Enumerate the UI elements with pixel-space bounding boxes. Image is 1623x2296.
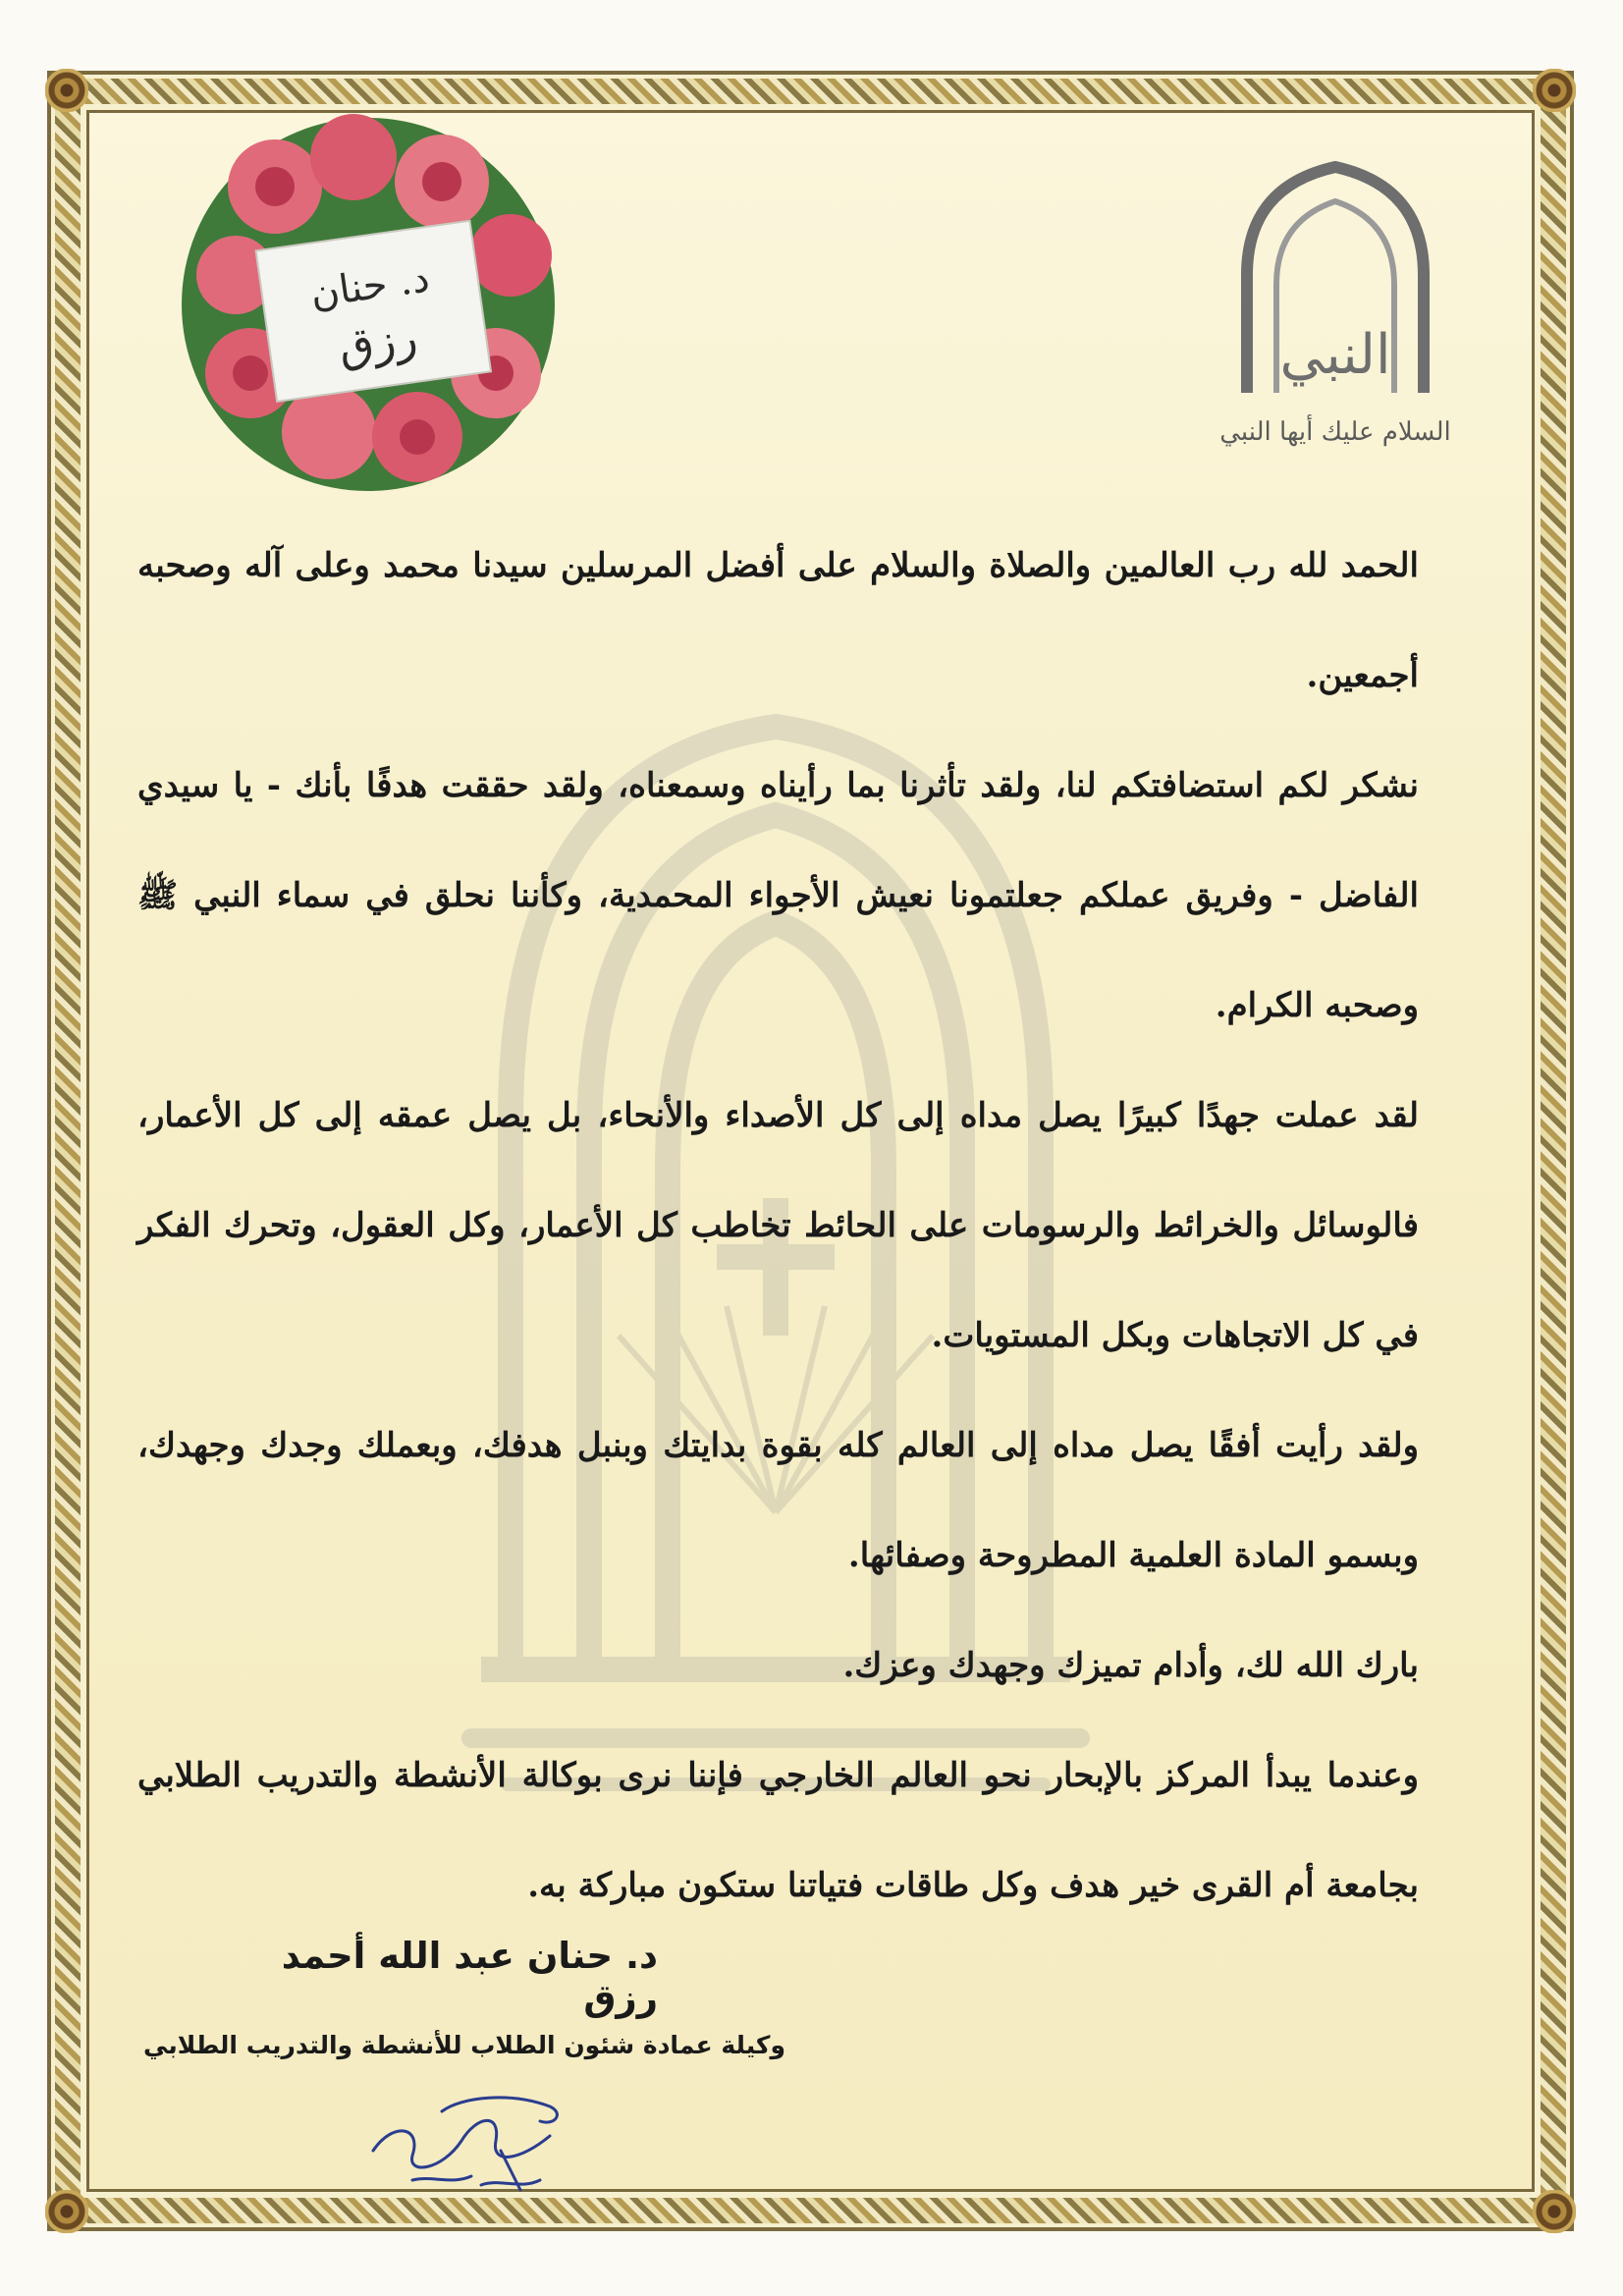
letter-body bbox=[137, 511, 1419, 1941]
logo-caption: السلام عليك أيها النبي bbox=[1219, 417, 1451, 447]
paragraph-closing: وعندما يبدأ المركز بالإبحار نحو العالم الخارجي فإننا نرى بوكالة الأنشطة والتدريب الطلابي بجامعة أم القرى خير هدف وكل طاقات فتياتنا ستكون مباركة به. bbox=[137, 1756, 1419, 1905]
corner-ornament-top-right bbox=[1533, 69, 1576, 112]
center-logo bbox=[1208, 157, 1463, 452]
paragraph-greeting: الحمد لله رب العالمين والصلاة والسلام على أفضل المرسلين سيدنا محمد وعلى آله وصحبه أجمعين. bbox=[137, 546, 1419, 695]
corner-ornament-bottom-left bbox=[45, 2190, 88, 2233]
logo-emblem-text: النبي bbox=[1279, 323, 1391, 387]
paragraph-horizon: ولقد رأيت أفقًا يصل مداه إلى العالم كله بقوة بدايتك وبنبل هدفك، وبعملك وجدك وجهدك، وبسمو المادة العلمية المطروحة وصفائها. bbox=[137, 1426, 1419, 1575]
signatory-title: وكيلة عمادة شئون الطلاب للأنشطة والتدريب الطلابي bbox=[143, 2031, 785, 2059]
corner-ornament-bottom-right bbox=[1533, 2190, 1576, 2233]
flower-badge bbox=[157, 98, 579, 511]
name-card bbox=[256, 221, 491, 402]
corner-ornament-top-left bbox=[45, 69, 88, 112]
paragraph-thanks: نشكر لكم استضافتكم لنا، ولقد تأثرنا بما رأيناه وسمعناه، ولقد حققت هدفًا بأنك - يا سيدي الفاضل - وفريق عملكم جعلتمونا نعيش الأجواء المحمدية، وكأننا نحلق في سماء النبي ﷺ وصحبه الكرام. bbox=[137, 766, 1419, 1025]
badge-line2: رزق bbox=[335, 309, 421, 374]
paragraph-blessing: بارك الله لك، وأدام تميزك وجهدك وعزك. bbox=[842, 1646, 1419, 1685]
signatory-name: د. حنان عبد الله أحمد رزق bbox=[281, 1935, 658, 2019]
badge-line1: د. حنان bbox=[307, 255, 433, 317]
paragraph-effort: لقد عملت جهدًا كبيرًا يصل مداه إلى كل الأصداء والأنحاء، بل يصل عمقه إلى كل الأعمار، فالوسائل والخرائط والرسومات على الحائط تخاطب كل الأعمار، وكل العقول، وتحرك الفكر في كل الاتجاهات وبكل المستويات. bbox=[137, 1096, 1419, 1355]
handwritten-signature bbox=[353, 2082, 579, 2210]
